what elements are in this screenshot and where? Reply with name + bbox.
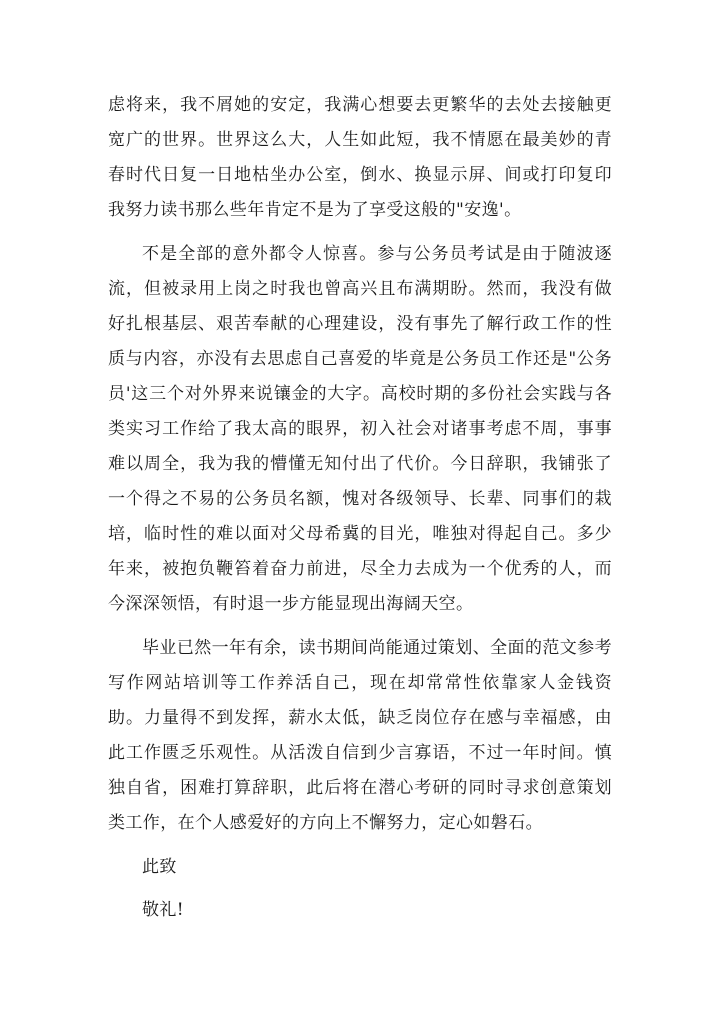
paragraph-continuation: 虑将来，我不屑她的安定，我满心想要去更繁华的去处去接触更宽广的世界。世界这么大，人生如此短，我不情愿在最美妙的青春时代日复一日地枯坐办公室，倒水、换显示屏、间或打印复印我努力读书那么些年肯定不是为了享受这般的"安逸'。 (108, 95, 612, 220)
paragraph-exam: 不是全部的意外都令人惊喜。参与公务员考试是由于随波逐流，但被录用上岗之时我也曾高兴且布满期盼。然而，我没有做好扎根基层、艰苦奉献的心理建设，没有事先了解行政工作的性质与内容，亦没有去思虑自己喜爱的毕竟是公务员工作还是"公务员'这三个对外界来说镶金的大字。高校时期的多份社会实践与各类实习工作给了我太高的眼界，初入社会对诸事考虑不周，事事难以周全，我为我的懵懂无知付出了代价。今日辞职，我铺张了一个得之不易的公务员名额，愧对各级领导、长辈、同事们的栽培，临时性的难以面对父母希冀的目光，唯独对得起自己。多少年来，被抱负鞭笞着奋力前进，尽全力去成为一个优秀的人，而今深深领悟，有时退一步方能显现出海阔天空。 (108, 244, 612, 614)
closing-salutation: 此致 (142, 857, 177, 877)
closing-regards: 敬礼! (142, 900, 185, 920)
paragraph-graduation: 毕业已然一年有余，读书期间尚能通过策划、全面的范文参考写作网站培训等工作养活自己，现在却常常性依靠家人金钱资助。力量得不到发挥，薪水太低，缺乏岗位存在感与幸福感，由此工作匮乏乐观性。从活泼自信到少言寡语，不过一年时间。慎独自省，困难打算辞职，此后将在潜心考研的同时寻求创意策划类工作，在个人感爱好的方向上不懈努力，定心如磐石。 (108, 638, 612, 833)
letter-body (108, 88, 612, 936)
